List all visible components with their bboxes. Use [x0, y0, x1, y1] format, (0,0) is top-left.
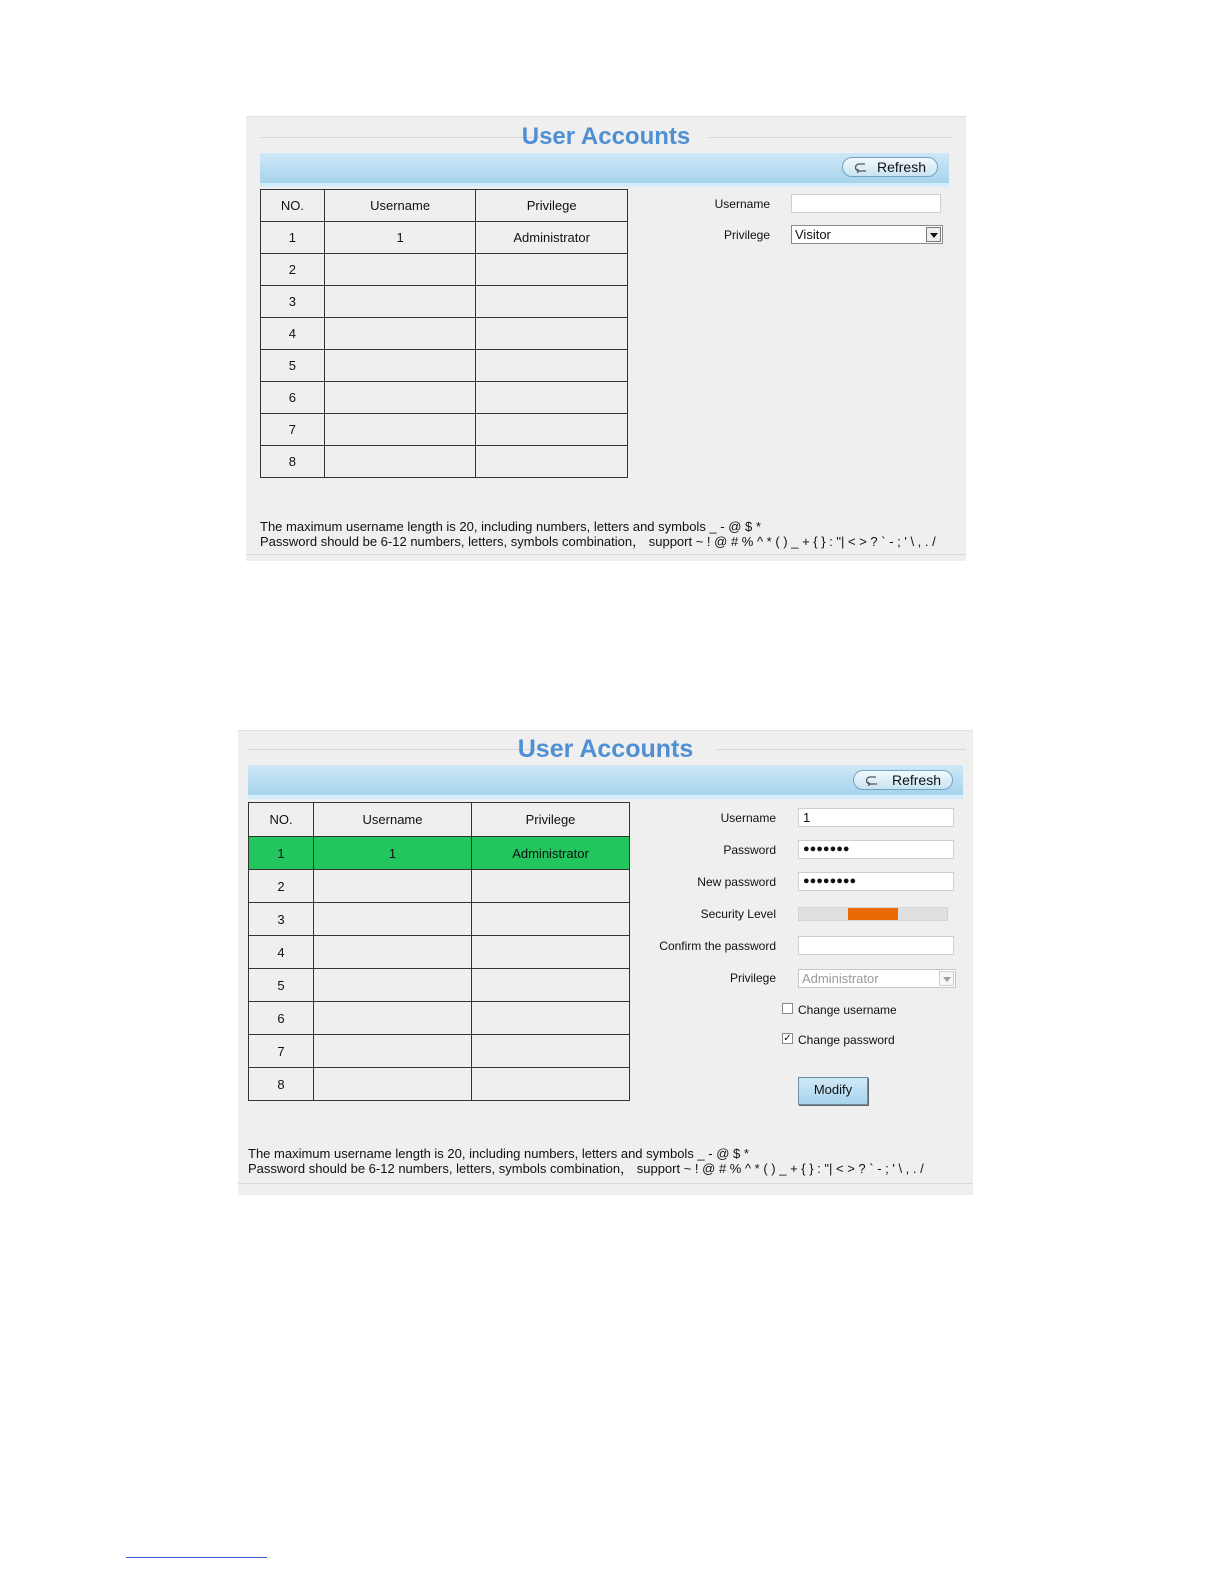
username-rules-note: The maximum username length is 20, including numbers, letters and symbols _ - @ $ * [248, 1146, 749, 1161]
confirm-password-field[interactable] [798, 936, 954, 955]
modify-button[interactable]: Modify [798, 1077, 868, 1105]
page-title: User Accounts [517, 735, 694, 763]
table-row[interactable] [249, 903, 630, 936]
cell-no: 8 [249, 1068, 314, 1101]
security-level-meter [798, 907, 948, 921]
cell-privilege [476, 286, 628, 318]
cell-privilege [472, 1035, 630, 1068]
cell-privilege [476, 414, 628, 446]
header-no: NO. [249, 803, 314, 837]
chevron-down-icon[interactable] [926, 227, 941, 242]
password-label: Password [723, 843, 776, 857]
password-rules-note: Password should be 6-12 numbers, letters, symbols combination， support ~ ! @ # % ^ * ( ) _ + { } : "| < > ? ` - ; ' \ , . / [260, 534, 936, 549]
table-row[interactable] [261, 222, 628, 254]
cell-privilege [476, 318, 628, 350]
header-privilege: Privilege [476, 190, 628, 222]
cell-username [324, 254, 476, 286]
privilege-label: Privilege [729, 971, 776, 985]
cell-no: 4 [249, 936, 314, 969]
cell-privilege [476, 382, 628, 414]
checkmark-icon: ✓ [783, 1033, 792, 1044]
table-row-selected[interactable] [249, 837, 630, 870]
refresh-button[interactable] [853, 770, 953, 790]
cell-privilege [472, 1002, 630, 1035]
panel-bottom-rule [246, 554, 966, 555]
footnote-rule [126, 1557, 267, 1558]
username-rules-note: The maximum username length is 20, including numbers, letters and symbols _ - @ $ * [260, 519, 761, 534]
cell-privilege: Administrator [476, 222, 628, 254]
header-username: Username [314, 803, 472, 837]
change-password-checkbox[interactable] [782, 1033, 793, 1044]
new-password-label: New password [697, 875, 776, 889]
cell-username [314, 969, 472, 1002]
table-row[interactable] [249, 1068, 630, 1101]
cell-no: 5 [261, 350, 325, 382]
cell-no: 4 [261, 318, 325, 350]
refresh-icon [866, 775, 879, 786]
cell-username [324, 350, 476, 382]
refresh-button[interactable] [842, 157, 938, 177]
cell-username [314, 936, 472, 969]
cell-no: 1 [249, 837, 314, 870]
cell-privilege [476, 254, 628, 286]
username-field[interactable] [791, 194, 941, 213]
cell-username: 1 [314, 837, 472, 870]
refresh-icon [855, 162, 868, 173]
security-level-label: Security Level [700, 907, 776, 921]
cell-no: 3 [261, 286, 325, 318]
cell-privilege [476, 446, 628, 478]
table-header-row [249, 803, 630, 837]
accounts-table [248, 802, 630, 1101]
table-row[interactable] [261, 318, 628, 350]
cell-privilege [472, 870, 630, 903]
header-no: NO. [261, 190, 325, 222]
cell-username [314, 1068, 472, 1101]
username-label: Username [714, 197, 770, 211]
cell-no: 6 [261, 382, 325, 414]
table-row[interactable] [261, 350, 628, 382]
change-username-label: Change username [798, 1003, 897, 1017]
page-title: User Accounts [521, 123, 691, 150]
cell-username: 1 [324, 222, 476, 254]
cell-privilege [476, 350, 628, 382]
toolbar [260, 153, 949, 187]
cell-no: 3 [249, 903, 314, 936]
table-row[interactable] [249, 1002, 630, 1035]
panel-bottom-rule [238, 1183, 973, 1184]
table-row[interactable] [249, 969, 630, 1002]
privilege-select-value: Administrator [802, 971, 879, 986]
cell-no: 7 [261, 414, 325, 446]
table-row[interactable] [261, 382, 628, 414]
cell-privilege: Administrator [472, 837, 630, 870]
user-accounts-panel-1 [246, 116, 966, 561]
privilege-select-value: Visitor [795, 227, 831, 242]
privilege-select[interactable] [791, 225, 943, 244]
cell-username [324, 382, 476, 414]
table-row[interactable] [261, 254, 628, 286]
refresh-label: Refresh [891, 772, 941, 788]
security-level-fill [848, 908, 897, 920]
cell-no: 5 [249, 969, 314, 1002]
cell-username [314, 1035, 472, 1068]
table-header-row [261, 190, 628, 222]
cell-privilege [472, 969, 630, 1002]
confirm-password-label: Confirm the password [659, 939, 776, 953]
cell-privilege [472, 903, 630, 936]
username-field[interactable]: 1 [798, 808, 954, 827]
cell-privilege [472, 1068, 630, 1101]
cell-username [314, 870, 472, 903]
cell-username [314, 903, 472, 936]
table-row[interactable] [249, 870, 630, 903]
user-accounts-panel-2 [238, 730, 973, 1195]
toolbar [248, 765, 963, 799]
cell-no: 8 [261, 446, 325, 478]
table-row[interactable] [261, 446, 628, 478]
table-row[interactable] [249, 1035, 630, 1068]
privilege-select[interactable] [798, 969, 956, 988]
header-username: Username [324, 190, 476, 222]
table-row[interactable] [261, 414, 628, 446]
cell-username [324, 286, 476, 318]
password-field[interactable]: ●●●●●●● [798, 840, 954, 859]
cell-no: 1 [261, 222, 325, 254]
cell-username [324, 446, 476, 478]
change-username-checkbox[interactable] [782, 1003, 793, 1014]
table-row[interactable] [261, 286, 628, 318]
cell-no: 6 [249, 1002, 314, 1035]
table-row[interactable] [249, 936, 630, 969]
chevron-down-icon [939, 971, 954, 986]
cell-no: 2 [261, 254, 325, 286]
cell-username [324, 414, 476, 446]
cell-privilege [472, 936, 630, 969]
privilege-label: Privilege [723, 228, 770, 242]
cell-no: 2 [249, 870, 314, 903]
cell-username [314, 1002, 472, 1035]
refresh-label: Refresh [876, 159, 926, 175]
cell-username [324, 318, 476, 350]
change-password-label: Change password [798, 1033, 895, 1047]
cell-no: 7 [249, 1035, 314, 1068]
header-privilege: Privilege [472, 803, 630, 837]
new-password-field[interactable]: ●●●●●●●● [798, 872, 954, 891]
password-rules-note: Password should be 6-12 numbers, letters, symbols combination， support ~ ! @ # % ^ * ( ) _ + { } : "| < > ? ` - ; ' \ , . / [248, 1161, 924, 1176]
username-label: Username [720, 811, 776, 825]
accounts-table [260, 189, 628, 478]
